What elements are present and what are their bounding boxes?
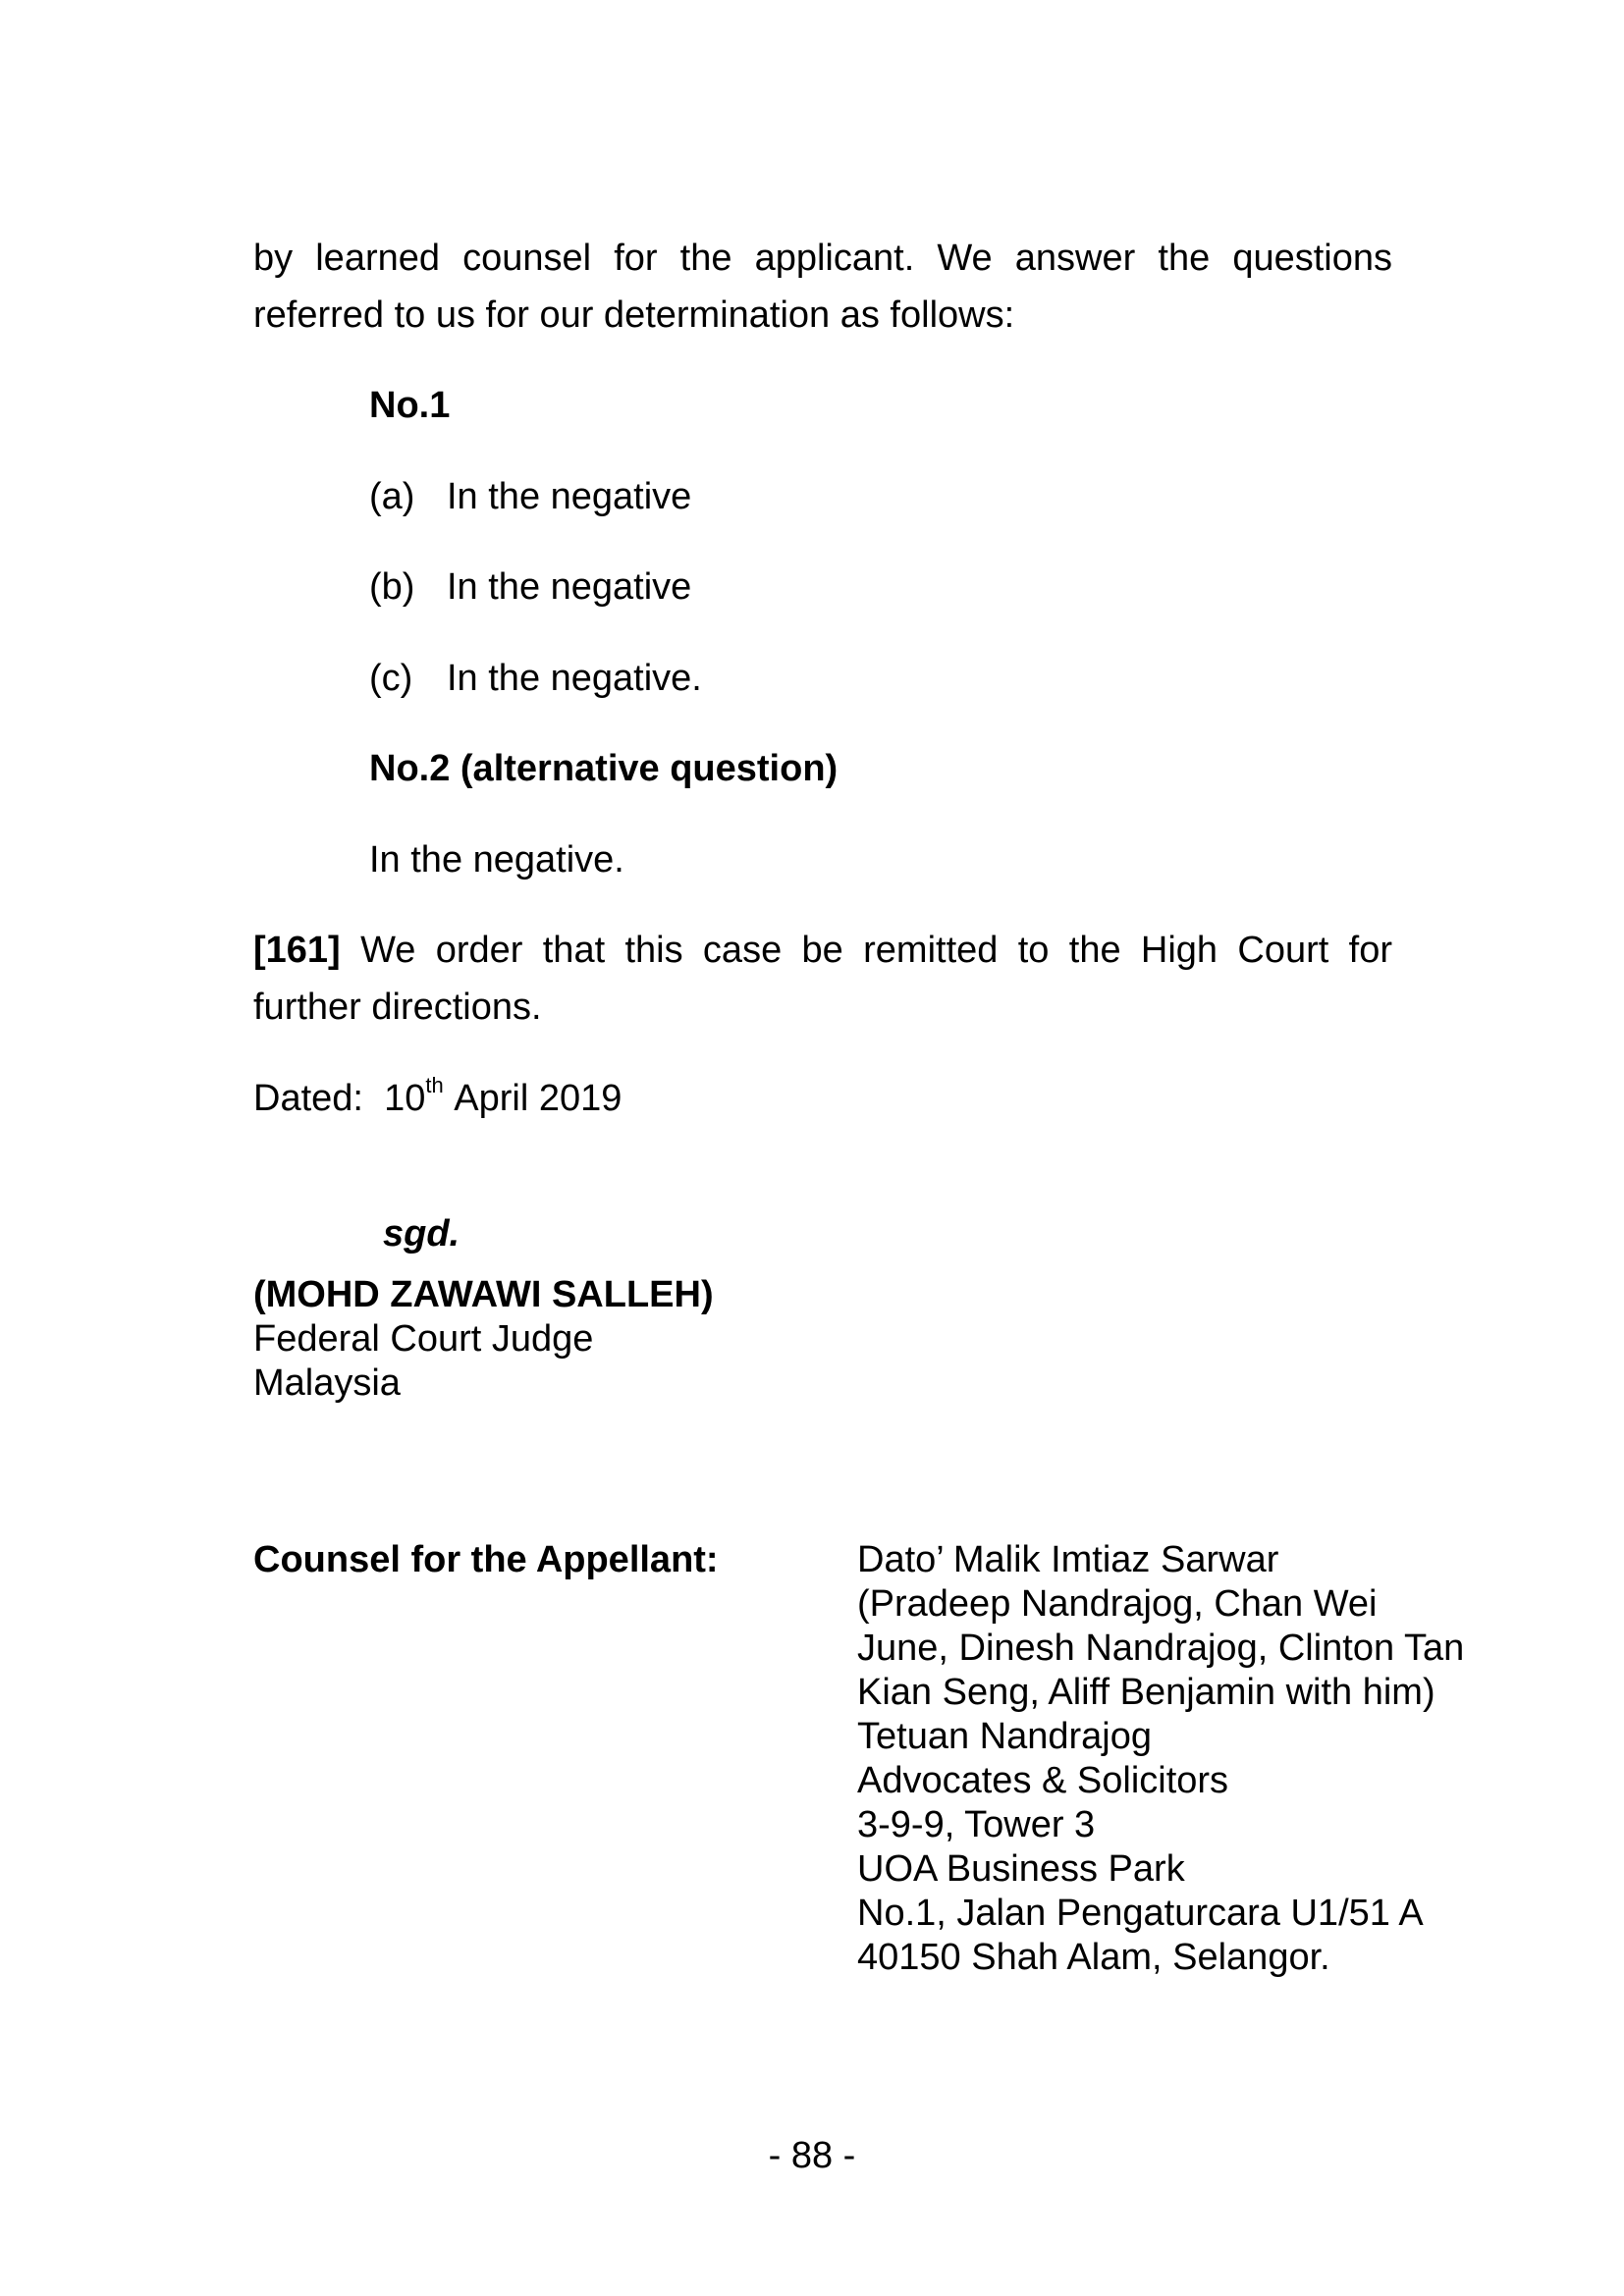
counsel-line: Advocates & Solicitors: [857, 1760, 1229, 1801]
answer-b-label: (b): [369, 566, 415, 608]
counsel-line: (Pradeep Nandrajog, Chan Wei: [857, 1583, 1378, 1625]
question-2-answer: In the negative.: [369, 839, 624, 881]
dated-label: Dated:: [253, 1078, 363, 1119]
question-1-heading: No.1: [369, 385, 451, 426]
answer-c-text: In the negative.: [447, 658, 702, 699]
paragraph-161-line-1: [253, 930, 1392, 972]
question-2-heading: No.2 (alternative question): [369, 748, 839, 789]
page-number: - 88 -: [768, 2135, 856, 2176]
intro-line-1: by learned counsel for the applicant. We answer the questions: [253, 238, 1392, 279]
counsel-label: Counsel for the Appellant:: [253, 1539, 719, 1580]
counsel-line: UOA Business Park: [857, 1848, 1185, 1890]
dated-day-suffix: th: [425, 1073, 444, 1098]
paragraph-number: [161]: [253, 930, 341, 971]
counsel-line: 40150 Shah Alam, Selangor.: [857, 1937, 1330, 1978]
signature-sgd: sgd.: [383, 1213, 460, 1255]
dated-rest: April 2019: [454, 1078, 623, 1119]
dated-day: 10: [384, 1078, 426, 1119]
counsel-line: Kian Seng, Aliff Benjamin with him): [857, 1672, 1435, 1713]
paragraph-161-line-2: further directions.: [253, 987, 542, 1028]
dated-line: [253, 1073, 623, 1120]
counsel-line: June, Dinesh Nandrajog, Clinton Tan: [857, 1628, 1465, 1669]
counsel-line: No.1, Jalan Pengaturcara U1/51 A: [857, 1893, 1424, 1934]
answer-a-label: (a): [369, 476, 415, 517]
judge-title: Federal Court Judge: [253, 1318, 594, 1360]
answer-c-label: (c): [369, 658, 413, 699]
judge-name: (MOHD ZAWAWI SALLEH): [253, 1274, 714, 1315]
counsel-line: 3-9-9, Tower 3: [857, 1804, 1096, 1845]
intro-line-2: referred to us for our determination as follows:: [253, 294, 1015, 336]
paragraph-161-text: We order that this case be remitted to the High Court for: [360, 930, 1392, 971]
counsel-line: Dato’ Malik Imtiaz Sarwar: [857, 1539, 1279, 1580]
answer-b-text: In the negative: [447, 566, 692, 608]
judge-country: Malaysia: [253, 1362, 401, 1404]
answer-a-text: In the negative: [447, 476, 692, 517]
counsel-line: Tetuan Nandrajog: [857, 1716, 1152, 1757]
